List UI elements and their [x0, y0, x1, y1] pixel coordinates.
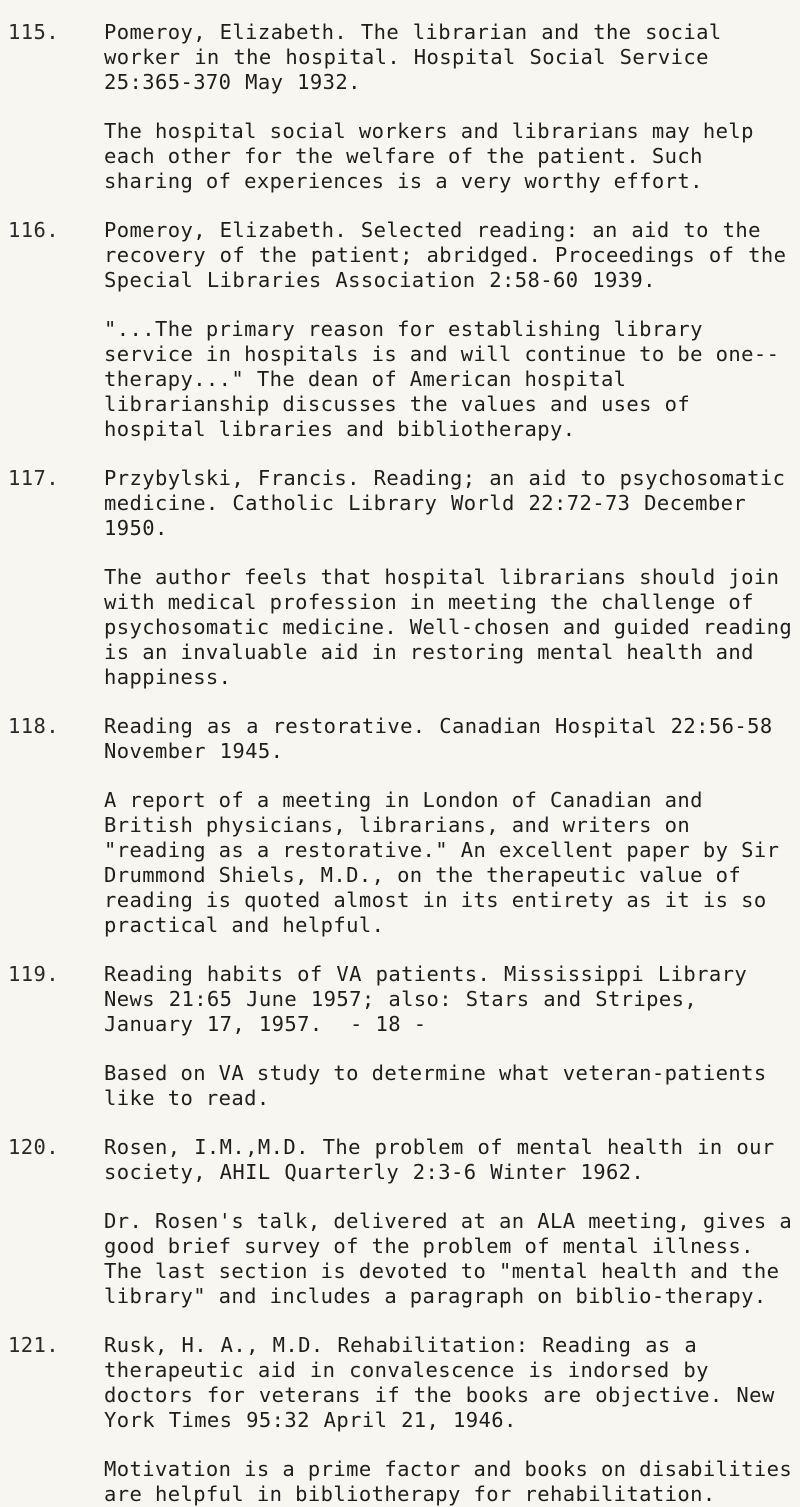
entry-number: 120. — [8, 1135, 59, 1159]
entry-annotation: Based on VA study to determine what veteran-patients like to read. — [104, 1061, 767, 1110]
entry-citation: Rusk, H. A., M.D. Rehabilitation: Reading as a therapeutic aid in convalescence is indorsed by doctors for veterans if the books are objective. New York Times 95:32 April 21, 1946. — [104, 1333, 775, 1432]
entry-body — [104, 466, 794, 690]
entry-citation: Rosen, I.M.,M.D. The problem of mental health in our society, AHIL Quarterly 2:3-6 Winter 1962. — [104, 1135, 775, 1184]
entry-body — [104, 218, 794, 442]
entry-body — [104, 20, 794, 194]
entry-citation: Przybylski, Francis. Reading; an aid to psychosomatic medicine. Catholic Library World 22:72-73 December 1950. — [104, 466, 786, 540]
entry-body — [104, 1135, 794, 1309]
entry-annotation: A report of a meeting in London of Canadian and British physicians, librarians, and writers on "reading as a restorative." An excellent paper by Sir Drummond Shiels, M.D., on the therapeutic value of reading is quoted almost in its entirety as it is so practical and helpful. — [104, 788, 780, 937]
entry-citation: Pomeroy, Elizabeth. Selected reading: an aid to the recovery of the patient; abridged. Proceedings of the Special Libraries Association 2:58-60 1939. — [104, 218, 787, 292]
entry-annotation: The author feels that hospital librarians should join with medical profession in meeting the challenge of psychosomatic medicine. Well-chosen and guided reading is an invaluable aid in restoring mental health and happiness. — [104, 565, 793, 689]
entry-number: 116. — [8, 218, 59, 242]
entry-number: 115. — [8, 20, 59, 44]
entry-body — [104, 714, 794, 938]
entry-number: 118. — [8, 714, 59, 738]
entry-citation: Pomeroy, Elizabeth. The librarian and the social worker in the hospital. Hospital Social Service 25:365-370 May 1932. — [104, 20, 722, 94]
entry-annotation: Dr. Rosen's talk, delivered at an ALA meeting, gives a good brief survey of the problem of mental illness. The last section is devoted to "mental health and the library" and includes a paragraph on biblio-therapy. — [104, 1209, 793, 1308]
entry-number: 121. — [8, 1333, 59, 1357]
entry-number: 117. — [8, 466, 59, 490]
entry-annotation: The hospital social workers and librarians may help each other for the welfare of the patient. Such sharing of experiences is a very worthy effort. — [104, 119, 754, 193]
entry-body — [104, 1333, 794, 1507]
entry-annotation: Motivation is a prime factor and books on disabilities are helpful in bibliotherapy for rehabilitation. — [104, 1457, 793, 1506]
entry-citation: Reading habits of VA patients. Mississippi Library News 21:65 June 1957; also: Stars and Stripes, January 17, 1957. — [104, 962, 748, 1036]
entry-number: 119. — [8, 962, 59, 986]
entry-annotation: "...The primary reason for establishing library service in hospitals is and will continue to be one--therapy..." The dean of American hospital librarianship discusses the values and uses of hospital libraries and bibliotherapy. — [104, 317, 780, 441]
entry-citation: Reading as a restorative. Canadian Hospital 22:56-58 November 1945. — [104, 714, 773, 763]
page-number: - 18 - — [350, 1012, 427, 1036]
